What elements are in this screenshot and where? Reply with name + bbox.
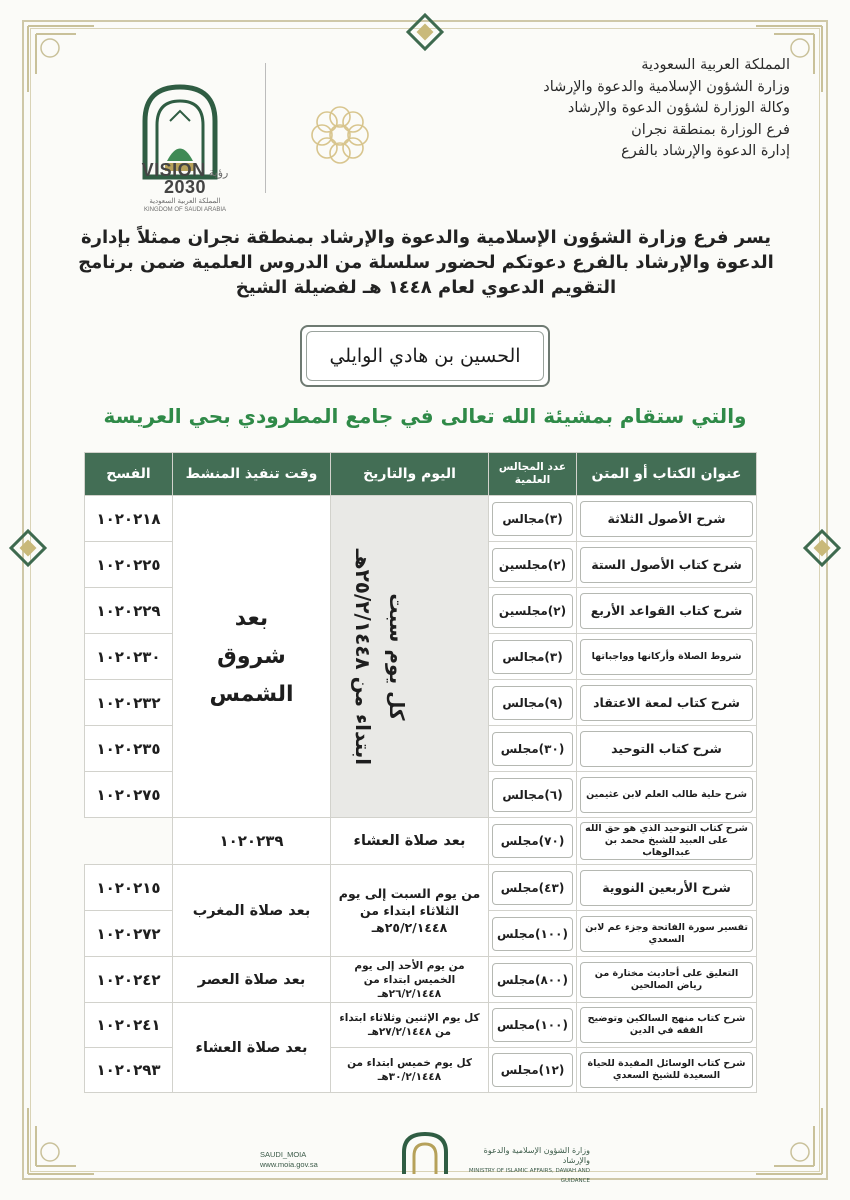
header-title: عنوان الكتاب أو المتن: [577, 453, 757, 496]
permit-code: ١٠٢٠٢٧٥: [85, 772, 173, 818]
website: www.moia.gov.sa: [260, 1160, 318, 1169]
corner-ornament-bottom-left: [26, 1106, 96, 1176]
footer-contact: [260, 1150, 390, 1170]
footer-ministry: [460, 1146, 590, 1186]
ministry-ar: وزارة الشؤون الإسلامية والدعوة والإرشاد: [483, 1146, 590, 1165]
ornament-right-center: [800, 526, 844, 570]
sheikh-name-box: [300, 325, 550, 387]
header-code: الفسح: [85, 453, 173, 496]
corner-ornament-bottom-right: [754, 1106, 824, 1176]
book-title: شرح كتاب منهج السالكين وتوضيح الفقه في الدين: [580, 1007, 753, 1043]
ministry-en: MINISTRY OF ISLAMIC AFFAIRS, DAWAH AND GUIDANCE: [468, 1168, 590, 1184]
day-line-2: ابتداء من ٢٥/٢/١٤٤٨هـ: [350, 548, 375, 765]
book-title: شرح كتاب القواعد الأربع: [580, 593, 753, 629]
day-group-text: من يوم السبت إلى يوم الثلاثاء ابتداء من ٢٥/٢/١٤٤٨هـ: [338, 886, 481, 935]
venue-text: والتي ستقام بمشيئة الله تعالى في جامع المطرودي بحي العريسة: [103, 404, 747, 428]
permit-code: ١٠٢٠٢٢٥: [85, 542, 173, 588]
day-line-1: كل يوم سبت: [384, 592, 409, 721]
table-row: [85, 818, 757, 865]
day-group-sun-thu: [331, 957, 489, 1003]
session-count: (١٢)مجلس: [492, 1053, 573, 1087]
header-line: وكالة الوزارة لشؤون الدعوة والإرشاد: [567, 100, 790, 116]
day-group-thursday: [331, 1048, 489, 1093]
logo-divider: [265, 63, 266, 193]
ornament-top-center: [403, 10, 447, 54]
book-title: شرح الأصول الثلاثة: [580, 501, 753, 537]
session-count: (٤٣)مجلس: [492, 871, 573, 905]
permit-code: ١٠٢٠٢٤١: [85, 1003, 173, 1048]
permit-code: ١٠٢٠٢٣٠: [85, 634, 173, 680]
book-title: التعليق على أحاديث مختارة من رياض الصالحين: [580, 962, 753, 998]
day-group-text: كل يوم خميس ابتداء من ٣٠/٢/١٤٤٨هـ: [347, 1057, 472, 1083]
footer: [260, 1130, 590, 1184]
day-group-sat-tue: [331, 865, 489, 957]
time-group-isha: بعد صلاة العشاء: [331, 818, 489, 865]
permit-code: ١٠٢٠٢٣٥: [85, 726, 173, 772]
time-group-maghrib: بعد صلاة المغرب: [173, 865, 331, 957]
day-group-text: من يوم الأحد إلى يوم الخميس ابتداء من ٢٦/٢/١٤٤٨هـ: [354, 959, 465, 1000]
permit-code: ١٠٢٠٢١٥: [85, 865, 173, 911]
book-title: شرح كتاب الأصول الستة: [580, 547, 753, 583]
vision-sub-en: KINGDOM OF SAUDI ARABIA: [143, 207, 226, 213]
permit-code: ١٠٢٠٢٧٢: [85, 911, 173, 957]
header-line: المملكة العربية السعودية: [641, 57, 790, 73]
vision-sub: المملكة العربية السعودية: [149, 198, 221, 205]
time-line-1: بعد: [234, 605, 269, 631]
book-title: شرح كتاب الوسائل المفيدة للحياة السعيدة للشيخ السعدي: [580, 1052, 753, 1088]
book-title: شرح الأربعين النووية: [580, 870, 753, 906]
session-count: (٨٠٠)مجلس: [492, 963, 573, 997]
header-line: إدارة الدعوة والإرشاد بالفرع: [621, 143, 790, 159]
session-count: (١٠٠)مجلس: [492, 1008, 573, 1042]
vision-arabic: رؤية: [208, 167, 229, 179]
table-row: [85, 957, 757, 1003]
letterhead: [60, 55, 790, 213]
permit-code: ١٠٢٠٢٣٢: [85, 680, 173, 726]
permit-code: ١٠٢٠٢١٨: [85, 496, 173, 542]
ornament-left-center: [6, 526, 50, 570]
table-row: [85, 1003, 757, 1048]
permit-code: ١٠٢٠٢٣٩: [173, 818, 331, 865]
table-row: [85, 865, 757, 911]
session-count: (٧٠)مجلس: [492, 824, 573, 858]
book-title: شرح حلية طالب العلم لابن عثيمين: [580, 777, 753, 813]
session-count: (٢)مجلسين: [492, 548, 573, 582]
time-line-2: شروق: [217, 643, 286, 669]
permit-code: ١٠٢٠٢٢٩: [85, 588, 173, 634]
header-line: فرع الوزارة بمنطقة نجران: [631, 121, 790, 138]
session-count: (٣٠)مجلس: [492, 732, 573, 766]
session-count: (٦)مجالس: [492, 778, 573, 812]
book-title: شرح كتاب التوحيد: [580, 731, 753, 767]
time-line-3: الشمس: [209, 681, 294, 707]
book-title: شرح كتاب التوحيد الذي هو حق الله على العبيد للشيخ محمد بن عبدالوهاب: [580, 822, 753, 860]
header-count: عدد المجالس العلمية: [489, 453, 577, 496]
header-day: اليوم والتاريخ: [331, 453, 489, 496]
ministry-lines: [543, 55, 790, 163]
ministry-footer-logo: [396, 1130, 454, 1174]
vision-2030-logo: [135, 160, 235, 214]
session-count: (١٠٠)مجلس: [492, 917, 573, 951]
day-group-text: [346, 548, 414, 764]
header-time: وقت تنفيذ المنشط: [173, 453, 331, 496]
permit-code: ١٠٢٠٢٩٣: [85, 1048, 173, 1093]
table-header-row: [85, 453, 757, 496]
time-group-isha-2: بعد صلاة العشاء: [173, 1003, 331, 1093]
rosette-ornament-icon: [300, 95, 380, 175]
session-count: (٣)مجالس: [492, 502, 573, 536]
permit-code: ١٠٢٠٢٤٢: [85, 957, 173, 1003]
vision-year: 2030: [163, 177, 207, 197]
session-count: (٢)مجلسين: [492, 594, 573, 628]
day-group-mon-tue: [331, 1003, 489, 1048]
social-handle: SAUDI_MOIA: [260, 1150, 307, 1159]
book-title: شرح كتاب لمعة الاعتقاد: [580, 685, 753, 721]
time-group-asr: بعد صلاة العصر: [173, 957, 331, 1003]
book-title: تفسير سورة الفاتحة وجزء عم لابن السعدي: [580, 916, 753, 952]
invitation-text: يسر فرع وزارة الشؤون الإسلامية والدعوة والإرشاد بمنطقة نجران ممثلاً بإدارة الدعوة والإرشاد بالفرع دعوتكم لحضور سلسلة من الدروس العلمية ضمن برنامج التقويم الدعوي لعام ١٤٤٨ هـ لفضيلة الشيخ: [78, 227, 774, 298]
day-group-text: كل يوم الإثنين وثلاثاء ابتداء من ٢٧/٢/١٤٤٨هـ: [339, 1012, 480, 1038]
sheikh-name-inner: [306, 331, 544, 381]
sheikh-name: الحسين بن هادي الوايلي: [329, 345, 521, 367]
session-count: (٣)مجالس: [492, 640, 573, 674]
lessons-table: [84, 452, 757, 1093]
day-group-saturday: [331, 496, 489, 818]
session-count: (٩)مجالس: [492, 686, 573, 720]
table-row: [85, 496, 757, 542]
header-line: وزارة الشؤون الإسلامية والدعوة والإرشاد: [543, 78, 790, 95]
book-title: شروط الصلاة وأركانها وواجباتها: [580, 639, 753, 675]
vision-word: VISION: [141, 160, 206, 180]
